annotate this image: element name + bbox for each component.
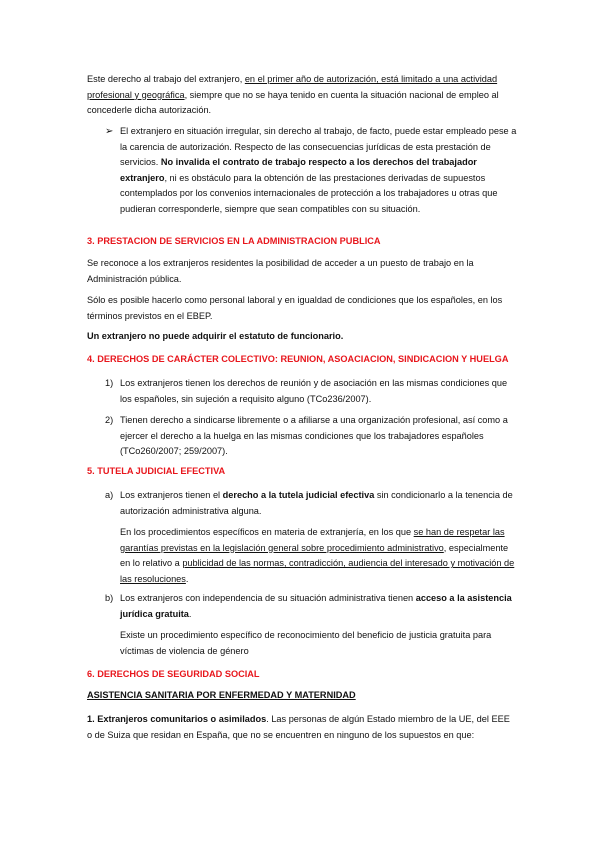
- list-item: Los extranjeros tienen los derechos de reunión y de asociación en las mismas condiciones que los españoles, sin sujeción a requisito alguno (TCo236/2007).: [120, 378, 508, 404]
- list-number: 1): [105, 378, 114, 388]
- list-item: Tienen derecho a sindicarse libremente o a afiliarse a una organización profesional, así como a ejercer el derecho a la huelga en las mismas condiciones que los trabajadores españoles (TCo260/2007; 259/2007).: [120, 415, 508, 457]
- list-item-legal-aid: Los extranjeros con independencia de su situación administrativa tienen acceso a la asistencia jurídica gratuita.: [120, 593, 512, 619]
- paragraph-labor-personnel: Sólo es posible hacerlo como personal laboral y en igualdad de condiciones que los españoles, en los términos previstos en el EBEP.: [87, 295, 503, 321]
- list-letter: a): [105, 490, 114, 500]
- paragraph-work-limitation: Este derecho al trabajo del extranjero, en el primer año de autorización, está limitado a una actividad profesional y geográfica, siempre que no se haya tenido en cuenta la situación nacional de empleo al concederle dicha autorización.: [87, 74, 499, 116]
- list-letter: b): [105, 593, 114, 603]
- paragraph-irregular-worker: El extranjero en situación irregular, sin derecho al trabajo, de facto, puede estar empleado pese a la carencia de autorización. Respecto de las consecuencias jurídicas de esta prestación de servicios. No invalida el contrato de trabajo respecto a los derechos del trabajador extranjero, ni es obstáculo para la obtención de las prestaciones derivadas de supuestos contemplados por los convenios internacionales de protección a los trabajadores u otras que pudieran corresponderle, siempre que sean compatibles con su situación.: [120, 126, 517, 214]
- paragraph-procedures: En los procedimientos específicos en materia de extranjería, en los que se han de respetar las garantías previstas en la legislación general sobre procedimiento administrativo, especialmente en lo relativo a publicidad de las normas, contradicción, audiencia del interesado y motivación de las resoluciones.: [120, 527, 515, 584]
- arrow-bullet-icon: ➢: [105, 126, 114, 137]
- list-number: 2): [105, 415, 114, 425]
- paragraph-gender-violence: Existe un procedimiento específico de reconocimiento del beneficio de justicia gratuita para víctimas de violencia de género: [120, 630, 492, 656]
- heading-section-3: 3. PRESTACION DE SERVICIOS EN LA ADMINISTRACION PUBLICA: [87, 236, 381, 246]
- heading-section-4: 4. DERECHOS DE CARÁCTER COLECTIVO: REUNION, ASOACIACION, SINDICACION Y HUELGA: [87, 354, 509, 364]
- subheading-health-care: ASISTENCIA SANITARIA POR ENFERMEDAD Y MATERNIDAD: [87, 690, 356, 700]
- heading-section-6: 6. DERECHOS DE SEGURIDAD SOCIAL: [87, 669, 260, 679]
- paragraph-admin-access: Se reconoce a los extranjeros residentes la posibilidad de acceder a un puesto de trabajo en la Administración pública.: [87, 258, 474, 284]
- list-item-judicial-protection: Los extranjeros tienen el derecho a la tutela judicial efectiva sin condicionarlo a la tenencia de autorización administrativa alguna.: [120, 490, 513, 516]
- paragraph-no-civil-servant: Un extranjero no puede adquirir el estatuto de funcionario.: [87, 331, 344, 341]
- paragraph-community-citizens: 1. Extranjeros comunitarios o asimilados. Las personas de algún Estado miembro de la UE, del EEE o de Suiza que residan en España, que no se encuentren en ninguno de los supuestos en que:: [87, 714, 510, 740]
- heading-section-5: 5. TUTELA JUDICIAL EFECTIVA: [87, 466, 226, 476]
